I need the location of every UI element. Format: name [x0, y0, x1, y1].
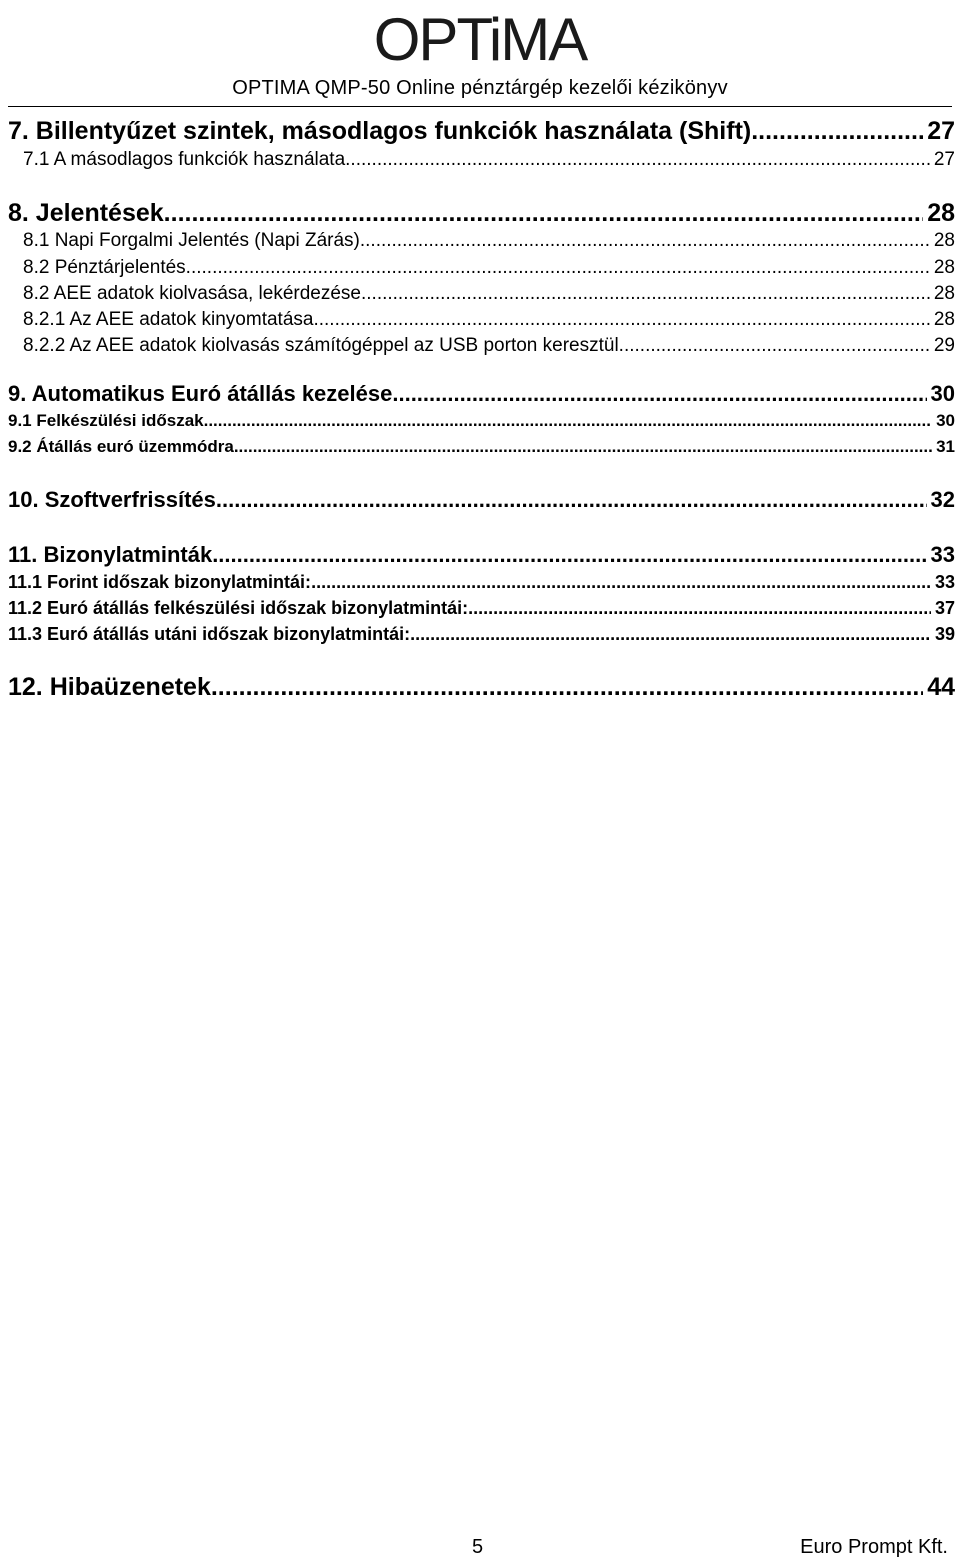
toc-entry[interactable]: 9. Automatikus Euró átállás kezelése ..... 30: [8, 380, 955, 408]
header-divider: [8, 106, 952, 107]
toc-entry[interactable]: 10. Szoftverfrissítés ..... 32: [8, 486, 955, 514]
toc-entry[interactable]: 9.2 Átállás euró üzemmódra ..... 31: [8, 436, 955, 458]
toc-entry[interactable]: 9.1 Felkészülési időszak ..... 30: [8, 410, 955, 432]
toc-entry[interactable]: 11.1 Forint időszak bizonylatmintái: ..... 33: [8, 570, 955, 594]
document-subtitle: OPTIMA QMP-50 Online pénztárgép kezelői kézikönyv: [232, 77, 728, 99]
toc-entry[interactable]: 8.2 AEE adatok kiolvasása, lekérdezése ..... 28: [23, 282, 955, 306]
toc-entry[interactable]: 12. Hibaüzenetek ..... 44: [8, 672, 955, 702]
page-number: 5: [472, 1536, 484, 1558]
toc-entry[interactable]: 8.2 Pénztárjelentés ..... 28: [23, 256, 955, 280]
toc-entry[interactable]: 7. Billentyűzet szintek, másodlagos funkciók használata (Shift) ..... 27: [8, 116, 955, 146]
toc-entry[interactable]: 8.2.1 Az AEE adatok kinyomtatása ..... 28: [23, 308, 955, 332]
toc-entry[interactable]: 11.2 Euró átállás felkészülési időszak bizonylatmintái: ..... 37: [8, 596, 955, 620]
toc-entry[interactable]: 8. Jelentések ..... 28: [8, 198, 955, 228]
toc-entry[interactable]: 8.2.2 Az AEE adatok kiolvasás számítógéppel az USB porton keresztül ..... 29: [23, 334, 955, 358]
optima-logo: [365, 4, 595, 68]
toc-entry[interactable]: 8.1 Napi Forgalmi Jelentés (Napi Zárás) ..... 28: [23, 229, 955, 253]
toc-entry[interactable]: 11. Bizonylatminták ..... 33: [8, 541, 955, 569]
toc-entry[interactable]: 11.3 Euró átállás utáni időszak bizonylatmintái: ..... 39: [8, 622, 955, 646]
svg-text:OPTiMA: OPTiMA: [373, 6, 587, 68]
toc-entry[interactable]: 7.1 A másodlagos funkciók használata ..... 27: [23, 148, 955, 172]
company-name: Euro Prompt Kft.: [800, 1536, 948, 1558]
page-header: [0, 0, 960, 105]
